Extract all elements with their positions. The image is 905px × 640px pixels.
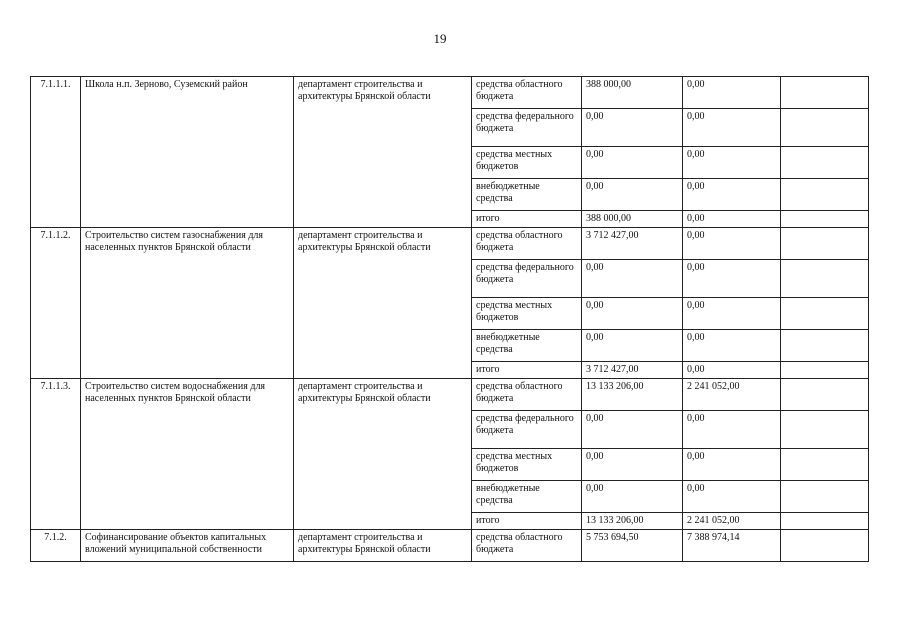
item-number: 7.1.2. [31,530,81,562]
amount-cell: 13 133 206,00 [582,379,683,411]
amount-cell: 0,00 [582,481,683,513]
funding-source: средства федерального бюджета [472,411,582,449]
amount-cell [781,298,869,330]
amount-cell: 0,00 [582,147,683,179]
amount-cell: 3 712 427,00 [582,228,683,260]
amount-cell: 0,00 [683,362,781,379]
table-row [31,530,869,562]
table-row [31,228,869,260]
item-name: Строительство систем газоснабжения для населенных пунктов Брянской области [81,228,294,379]
amount-cell: 2 241 052,00 [683,513,781,530]
amount-cell: 0,00 [683,179,781,211]
funding-source: итого [472,513,582,530]
amount-cell: 13 133 206,00 [582,513,683,530]
amount-cell: 5 753 694,50 [582,530,683,562]
item-executor: департамент строительства и архитектуры Брянской области [294,77,472,228]
amount-cell: 0,00 [582,411,683,449]
amount-cell: 0,00 [683,147,781,179]
item-executor: департамент строительства и архитектуры Брянской области [294,379,472,530]
amount-cell: 7 388 974,14 [683,530,781,562]
amount-cell [781,362,869,379]
amount-cell [781,449,869,481]
amount-cell [781,330,869,362]
item-executor: департамент строительства и архитектуры Брянской области [294,530,472,562]
funding-source: итого [472,211,582,228]
funding-source: внебюджетные средства [472,481,582,513]
item-executor: департамент строительства и архитектуры Брянской области [294,228,472,379]
budget-table [30,76,869,562]
amount-cell: 0,00 [582,260,683,298]
table-row [31,77,869,109]
funding-source: средства областного бюджета [472,530,582,562]
table-row [31,379,869,411]
amount-cell: 388 000,00 [582,77,683,109]
funding-source: средства федерального бюджета [472,109,582,147]
amount-cell [781,411,869,449]
item-number: 7.1.1.2. [31,228,81,379]
amount-cell [781,211,869,228]
funding-source: средства областного бюджета [472,228,582,260]
item-number: 7.1.1.1. [31,77,81,228]
amount-cell: 0,00 [582,109,683,147]
amount-cell: 0,00 [683,109,781,147]
amount-cell [781,481,869,513]
item-name: Строительство систем водоснабжения для населенных пунктов Брянской области [81,379,294,530]
amount-cell [781,228,869,260]
amount-cell: 388 000,00 [582,211,683,228]
page-number: 19 [433,31,447,46]
amount-cell [781,260,869,298]
funding-source: средства местных бюджетов [472,449,582,481]
amount-cell: 0,00 [683,298,781,330]
amount-cell: 0,00 [683,77,781,109]
item-name: Софинансирование объектов капитальных вложений муниципальной собственности [81,530,294,562]
funding-source: внебюджетные средства [472,330,582,362]
funding-source: средства областного бюджета [472,379,582,411]
amount-cell: 0,00 [582,179,683,211]
amount-cell: 0,00 [683,481,781,513]
amount-cell [781,179,869,211]
amount-cell: 0,00 [683,449,781,481]
funding-source: средства местных бюджетов [472,298,582,330]
funding-source: средства областного бюджета [472,77,582,109]
amount-cell [781,77,869,109]
amount-cell [781,513,869,530]
amount-cell: 0,00 [683,411,781,449]
amount-cell [781,147,869,179]
amount-cell [781,109,869,147]
amount-cell: 0,00 [683,211,781,228]
amount-cell: 2 241 052,00 [683,379,781,411]
amount-cell: 0,00 [683,260,781,298]
funding-source: средства федерального бюджета [472,260,582,298]
item-number: 7.1.1.3. [31,379,81,530]
item-name: Школа н.п. Зерново, Суземский район [81,77,294,228]
amount-cell: 0,00 [582,449,683,481]
funding-source: итого [472,362,582,379]
funding-source: средства местных бюджетов [472,147,582,179]
amount-cell [781,530,869,562]
amount-cell: 0,00 [683,228,781,260]
amount-cell: 3 712 427,00 [582,362,683,379]
amount-cell: 0,00 [582,330,683,362]
amount-cell: 0,00 [582,298,683,330]
amount-cell: 0,00 [683,330,781,362]
funding-source: внебюджетные средства [472,179,582,211]
amount-cell [781,379,869,411]
